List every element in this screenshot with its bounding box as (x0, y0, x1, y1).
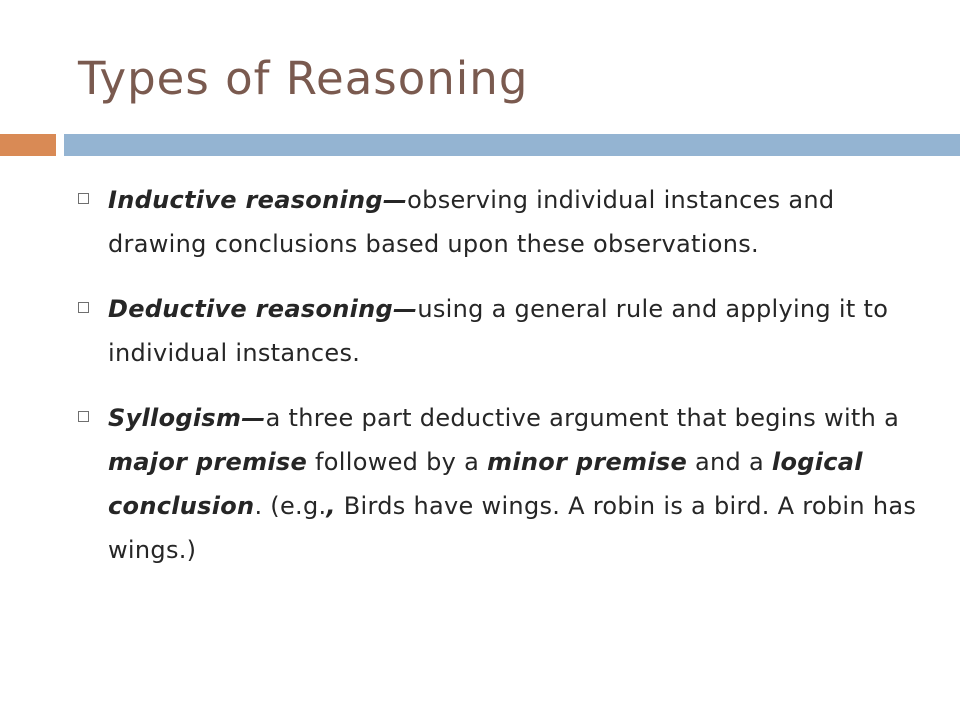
definition-text: a three part deductive argument that begins with a (265, 404, 900, 432)
definition-text: . (e.g. (254, 492, 327, 520)
slide-title: Types of Reasoning (78, 52, 529, 105)
emphasis-logical-conclusion: logical conclusion (108, 448, 863, 520)
emphasis-minor-premise: minor premise (487, 448, 688, 476)
em-dash: — (382, 186, 408, 214)
example-text: Birds have wings. A robin is a bird. A robin has wings.) (108, 492, 917, 564)
emphasis-major-premise: major premise (108, 448, 308, 476)
definition-text: using a general rule and applying it to individual instances. (108, 295, 889, 367)
em-dash: — (241, 404, 266, 432)
definition-text: observing individual instances and drawing conclusions based upon these observations. (108, 186, 835, 258)
bullet-list (78, 178, 928, 593)
bullet-deductive (78, 287, 928, 375)
term-inductive: Inductive reasoning (108, 186, 383, 214)
definition-text: and a (687, 448, 772, 476)
bullet-syllogism (78, 396, 928, 572)
hollow-square-icon (78, 193, 89, 204)
term-deductive: Deductive reasoning (108, 295, 394, 323)
emphasis-comma: , (326, 492, 336, 520)
hollow-square-icon (78, 302, 89, 313)
hollow-square-icon (78, 411, 89, 422)
title-accent-bar (0, 134, 56, 156)
title-rule-bar (64, 134, 960, 156)
em-dash: — (393, 295, 418, 323)
bullet-inductive (78, 178, 928, 266)
definition-text: followed by a (307, 448, 488, 476)
term-syllogism: Syllogism (108, 404, 242, 432)
